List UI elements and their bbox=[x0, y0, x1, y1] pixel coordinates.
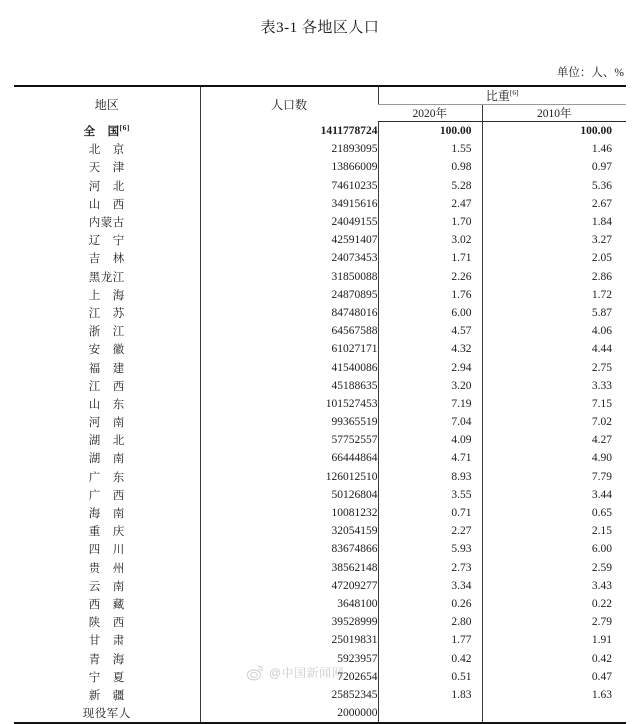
table-row bbox=[14, 522, 626, 540]
table-row bbox=[14, 377, 626, 395]
cell-share-2010: 3.33 bbox=[482, 377, 626, 395]
cell-share-2020: 0.42 bbox=[378, 649, 482, 667]
cell-share-2020 bbox=[378, 704, 482, 723]
cell-share-2010: 4.06 bbox=[482, 322, 626, 340]
cell-share-2020: 5.93 bbox=[378, 540, 482, 558]
table-row bbox=[14, 631, 626, 649]
cell-population: 24870895 bbox=[200, 286, 378, 304]
cell-region bbox=[14, 504, 200, 522]
table-row bbox=[14, 395, 626, 413]
cell-share-2020: 2.80 bbox=[378, 613, 482, 631]
table-row bbox=[14, 704, 626, 723]
region-name: 黑龙江 bbox=[88, 271, 125, 284]
region-footnote-marker: [6] bbox=[119, 123, 130, 133]
table-row bbox=[14, 468, 626, 486]
cell-population: 25019831 bbox=[200, 631, 378, 649]
cell-region bbox=[14, 631, 200, 649]
cell-share-2010: 1.91 bbox=[482, 631, 626, 649]
region-name: 上 海 bbox=[88, 289, 125, 302]
cell-share-2020: 6.00 bbox=[378, 304, 482, 322]
cell-share-2010: 0.65 bbox=[482, 504, 626, 522]
cell-population: 2000000 bbox=[200, 704, 378, 723]
table-row bbox=[14, 122, 626, 141]
cell-population: 21893095 bbox=[200, 140, 378, 158]
cell-population: 41540086 bbox=[200, 358, 378, 376]
cell-share-2010: 2.79 bbox=[482, 613, 626, 631]
cell-population: 61027171 bbox=[200, 340, 378, 358]
cell-share-2010: 7.02 bbox=[482, 413, 626, 431]
cell-region bbox=[14, 649, 200, 667]
cell-population: 50126804 bbox=[200, 486, 378, 504]
cell-region bbox=[14, 595, 200, 613]
cell-region bbox=[14, 249, 200, 267]
cell-share-2020: 2.27 bbox=[378, 522, 482, 540]
cell-population: 13866009 bbox=[200, 158, 378, 176]
cell-share-2010 bbox=[482, 704, 626, 723]
table-row bbox=[14, 322, 626, 340]
cell-region bbox=[14, 468, 200, 486]
cell-share-2010: 2.59 bbox=[482, 559, 626, 577]
cell-region bbox=[14, 395, 200, 413]
cell-region bbox=[14, 268, 200, 286]
region-name: 天 津 bbox=[88, 162, 125, 175]
cell-share-2020: 3.34 bbox=[378, 577, 482, 595]
table-row bbox=[14, 668, 626, 686]
cell-region bbox=[14, 322, 200, 340]
cell-share-2010: 1.46 bbox=[482, 140, 626, 158]
cell-share-2020: 4.09 bbox=[378, 431, 482, 449]
cell-population: 99365519 bbox=[200, 413, 378, 431]
cell-region bbox=[14, 377, 200, 395]
cell-share-2010: 4.44 bbox=[482, 340, 626, 358]
region-name: 重 庆 bbox=[88, 526, 125, 539]
cell-population: 24073453 bbox=[200, 249, 378, 267]
cell-region bbox=[14, 195, 200, 213]
table-row bbox=[14, 304, 626, 322]
region-name: 吉 林 bbox=[88, 253, 125, 266]
cell-population: 25852345 bbox=[200, 686, 378, 704]
region-name: 宁 夏 bbox=[88, 671, 125, 684]
region-name: 陕 西 bbox=[88, 617, 125, 630]
cell-share-2020: 0.71 bbox=[378, 504, 482, 522]
cell-region bbox=[14, 177, 200, 195]
cell-share-2010: 2.05 bbox=[482, 249, 626, 267]
table-row bbox=[14, 431, 626, 449]
region-name: 福 建 bbox=[88, 362, 125, 375]
table-row bbox=[14, 504, 626, 522]
region-name: 广 东 bbox=[88, 471, 125, 484]
cell-share-2020: 1.77 bbox=[378, 631, 482, 649]
cell-region bbox=[14, 449, 200, 467]
region-name: 甘 肃 bbox=[88, 635, 125, 648]
table-body bbox=[14, 122, 626, 724]
table-row bbox=[14, 249, 626, 267]
cell-region bbox=[14, 140, 200, 158]
cell-share-2020: 4.32 bbox=[378, 340, 482, 358]
cell-region bbox=[14, 431, 200, 449]
cell-region bbox=[14, 522, 200, 540]
region-name: 河 南 bbox=[88, 417, 125, 430]
cell-share-2020: 4.57 bbox=[378, 322, 482, 340]
cell-population: 47209277 bbox=[200, 577, 378, 595]
cell-share-2010: 0.42 bbox=[482, 649, 626, 667]
cell-region bbox=[14, 358, 200, 376]
cell-share-2010: 2.15 bbox=[482, 522, 626, 540]
region-name: 山 东 bbox=[88, 398, 125, 411]
region-name: 海 南 bbox=[88, 508, 125, 521]
column-header-share-label: 比重 bbox=[485, 89, 510, 103]
region-name: 全 国 bbox=[83, 125, 120, 138]
cell-share-2010: 100.00 bbox=[482, 122, 626, 141]
cell-population: 5923957 bbox=[200, 649, 378, 667]
cell-share-2010: 3.27 bbox=[482, 231, 626, 249]
table-row bbox=[14, 595, 626, 613]
cell-share-2010: 6.00 bbox=[482, 540, 626, 558]
cell-share-2010: 5.36 bbox=[482, 177, 626, 195]
cell-population: 39528999 bbox=[200, 613, 378, 631]
table-row bbox=[14, 286, 626, 304]
page-title: 表3-1 各地区人口 bbox=[260, 20, 380, 36]
unit-note: 单位：人、% bbox=[556, 67, 624, 79]
cell-share-2020: 1.71 bbox=[378, 249, 482, 267]
cell-share-2010: 4.90 bbox=[482, 449, 626, 467]
region-name: 湖 北 bbox=[88, 435, 125, 448]
column-header-share bbox=[378, 86, 626, 105]
region-name: 西 藏 bbox=[88, 598, 125, 611]
cell-share-2020: 8.93 bbox=[378, 468, 482, 486]
table-row bbox=[14, 613, 626, 631]
region-name: 北 京 bbox=[88, 144, 125, 157]
cell-population: 38562148 bbox=[200, 559, 378, 577]
table-row bbox=[14, 213, 626, 231]
cell-population: 101527453 bbox=[200, 395, 378, 413]
cell-share-2010: 2.75 bbox=[482, 358, 626, 376]
cell-share-2020: 2.73 bbox=[378, 559, 482, 577]
table-row bbox=[14, 449, 626, 467]
cell-population: 10081232 bbox=[200, 504, 378, 522]
region-name: 云 南 bbox=[88, 580, 125, 593]
cell-population: 57752557 bbox=[200, 431, 378, 449]
cell-share-2020: 2.47 bbox=[378, 195, 482, 213]
cell-share-2010: 1.84 bbox=[482, 213, 626, 231]
cell-share-2020: 1.70 bbox=[378, 213, 482, 231]
region-name: 四 川 bbox=[88, 544, 125, 557]
cell-share-2020: 4.71 bbox=[378, 449, 482, 467]
cell-share-2010: 0.47 bbox=[482, 668, 626, 686]
cell-share-2010: 0.22 bbox=[482, 595, 626, 613]
cell-share-2020: 0.98 bbox=[378, 158, 482, 176]
cell-share-2010: 7.15 bbox=[482, 395, 626, 413]
cell-share-2010: 2.67 bbox=[482, 195, 626, 213]
cell-population: 34915616 bbox=[200, 195, 378, 213]
table-row bbox=[14, 231, 626, 249]
cell-share-2020: 0.26 bbox=[378, 595, 482, 613]
region-name: 内蒙古 bbox=[88, 217, 125, 230]
cell-share-2020: 3.20 bbox=[378, 377, 482, 395]
cell-population: 83674866 bbox=[200, 540, 378, 558]
cell-population: 42591407 bbox=[200, 231, 378, 249]
watermark-text: @中国新闻网 bbox=[269, 666, 345, 680]
cell-region bbox=[14, 577, 200, 595]
cell-population: 64567588 bbox=[200, 322, 378, 340]
cell-share-2020: 100.00 bbox=[378, 122, 482, 141]
cell-region bbox=[14, 286, 200, 304]
region-name: 广 西 bbox=[88, 489, 125, 502]
table-row bbox=[14, 540, 626, 558]
table-row bbox=[14, 140, 626, 158]
cell-share-2020: 7.04 bbox=[378, 413, 482, 431]
cell-region bbox=[14, 704, 200, 723]
cell-share-2010: 1.63 bbox=[482, 686, 626, 704]
cell-region bbox=[14, 540, 200, 558]
cell-share-2020: 1.55 bbox=[378, 140, 482, 158]
column-header-year-2020: 2020年 bbox=[378, 105, 482, 122]
cell-population: 66444864 bbox=[200, 449, 378, 467]
cell-share-2020: 0.51 bbox=[378, 668, 482, 686]
cell-share-2020: 3.02 bbox=[378, 231, 482, 249]
column-header-year-2010: 2010年 bbox=[482, 105, 626, 122]
cell-region bbox=[14, 304, 200, 322]
cell-region bbox=[14, 486, 200, 504]
cell-population: 1411778724 bbox=[200, 122, 378, 141]
cell-population: 126012510 bbox=[200, 468, 378, 486]
cell-share-2010: 3.43 bbox=[482, 577, 626, 595]
cell-share-2010: 4.27 bbox=[482, 431, 626, 449]
cell-share-2010: 3.44 bbox=[482, 486, 626, 504]
cell-region bbox=[14, 559, 200, 577]
cell-population: 74610235 bbox=[200, 177, 378, 195]
population-table bbox=[14, 85, 626, 724]
column-header-population: 人口数 bbox=[200, 86, 378, 122]
cell-population: 24049155 bbox=[200, 213, 378, 231]
region-name: 青 海 bbox=[88, 653, 125, 666]
region-name: 湖 南 bbox=[88, 453, 125, 466]
region-name: 江 苏 bbox=[88, 307, 125, 320]
region-name: 新 疆 bbox=[88, 689, 125, 702]
cell-region bbox=[14, 158, 200, 176]
table-row bbox=[14, 358, 626, 376]
cell-share-2010: 0.97 bbox=[482, 158, 626, 176]
cell-share-2020: 3.55 bbox=[378, 486, 482, 504]
table-row bbox=[14, 413, 626, 431]
table-row bbox=[14, 195, 626, 213]
cell-region bbox=[14, 122, 200, 141]
cell-region bbox=[14, 668, 200, 686]
cell-share-2010: 2.86 bbox=[482, 268, 626, 286]
table-row bbox=[14, 340, 626, 358]
region-name: 江 西 bbox=[88, 380, 125, 393]
cell-population: 32054159 bbox=[200, 522, 378, 540]
region-name: 安 徽 bbox=[88, 344, 125, 357]
cell-share-2010: 5.87 bbox=[482, 304, 626, 322]
cell-share-2010: 1.72 bbox=[482, 286, 626, 304]
cell-region bbox=[14, 413, 200, 431]
cell-region bbox=[14, 613, 200, 631]
region-name: 河 北 bbox=[88, 180, 125, 193]
cell-share-2020: 5.28 bbox=[378, 177, 482, 195]
table-row bbox=[14, 649, 626, 667]
cell-region bbox=[14, 231, 200, 249]
cell-share-2020: 7.19 bbox=[378, 395, 482, 413]
cell-share-2020: 1.83 bbox=[378, 686, 482, 704]
region-name: 贵 州 bbox=[88, 562, 125, 575]
cell-region bbox=[14, 340, 200, 358]
header-row-top bbox=[14, 86, 626, 105]
region-name: 山 西 bbox=[88, 198, 125, 211]
share-footnote-marker: [6] bbox=[509, 88, 519, 97]
region-name: 辽 宁 bbox=[88, 235, 125, 248]
region-name: 浙 江 bbox=[88, 326, 125, 339]
cell-share-2020: 1.76 bbox=[378, 286, 482, 304]
table-row bbox=[14, 559, 626, 577]
table-row bbox=[14, 268, 626, 286]
cell-population: 7202654 bbox=[200, 668, 378, 686]
cell-region bbox=[14, 213, 200, 231]
table-header bbox=[14, 86, 626, 122]
column-header-region: 地区 bbox=[14, 86, 200, 122]
table-row bbox=[14, 158, 626, 176]
cell-population: 45188635 bbox=[200, 377, 378, 395]
table-row bbox=[14, 577, 626, 595]
region-name: 现役军人 bbox=[82, 708, 131, 721]
cell-population: 3648100 bbox=[200, 595, 378, 613]
cell-population: 31850088 bbox=[200, 268, 378, 286]
cell-share-2020: 2.94 bbox=[378, 358, 482, 376]
table-row bbox=[14, 486, 626, 504]
cell-share-2020: 2.26 bbox=[378, 268, 482, 286]
cell-population: 84748016 bbox=[200, 304, 378, 322]
table-row bbox=[14, 177, 626, 195]
cell-share-2010: 7.79 bbox=[482, 468, 626, 486]
